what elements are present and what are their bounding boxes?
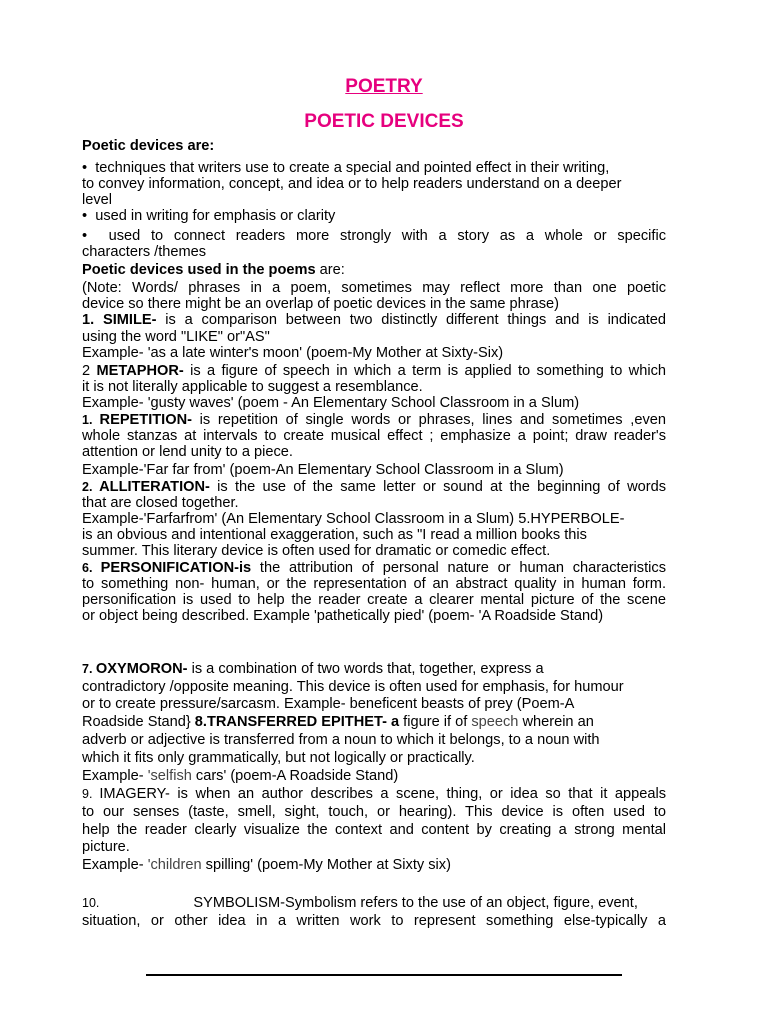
oxymoron-line-2: contradictory /opposite meaning. This device is often used for emphasis, for humour [82,679,624,695]
hyperbole-line-2: summer. This literary device is often used for dramatic or comedic effect. [82,543,551,559]
bullet-3-line-2: characters /themes [82,244,207,260]
imagery-example: Example- 'children spilling' (poem-My Mother at Sixty six) [82,857,451,873]
page-subtitle: POETIC DEVICES [304,111,464,132]
repetition-line-1: 1. REPETITION- is repetition of single words or phrases, lines and sometimes ,even [82,412,666,428]
bullet-1-line-3: level [82,192,113,208]
metaphor-example: Example- 'gusty waves' (poem - An Elementary School Classroom in a Slum) [82,395,580,411]
transferred-epithet-example: Example- 'selfish cars' (poem-A Roadside Stand) [82,768,399,784]
personification-line-4: or object being described. Example 'pathetically pied' (poem- 'A Roadside Stand) [82,608,604,624]
personification-line-3: personification is used to help the reader create a clearer mental picture of the scene [82,592,666,608]
bullet-1-line-1: • techniques that writers use to create a special and pointed effect in their writing, [82,160,610,176]
bullet-dot: • [82,160,88,176]
symbolism-line-1: 10. SYMBOLISM-Symbolism refers to the use of an object, figure, event, [82,895,638,911]
transferred-epithet-line-2: adverb or adjective is transferred from a noun to which it belongs, to a noun with [82,732,600,748]
alliteration-line-2: that are closed together. [82,495,239,511]
metaphor-line-2: it is not literally applicable to suggest a resemblance. [82,379,423,395]
oxymoron-line-3: or to create pressure/sarcasm. Example- beneficent beasts of prey (Poem-A [82,696,575,712]
bullet-2: • used in writing for emphasis or clarity [82,208,336,224]
repetition-line-3: attention or lend unity to a piece. [82,444,293,460]
alliteration-line-1: 2. ALLITERATION- is the use of the same letter or sound at the beginning of words [82,479,666,495]
repetition-example: Example-'Far far from' (poem-An Elementary School Classroom in a Slum) [82,462,564,478]
personification-line-2: to something non- human, or the representation of an abstract quality in human form. [82,576,666,592]
transferred-epithet-line-1: Roadside Stand} 8.TRANSFERRED EPITHET- a figure if of speech wherein an [82,714,594,730]
footer-divider [146,974,622,976]
oxymoron-line-1: 7. OXYMORON- is a combination of two words that, together, express a [82,661,544,677]
personification-line-1: 6. PERSONIFICATION-is the attribution of personal nature or human characteristics [82,560,666,576]
metaphor-line-1: 2 METAPHOR- is a figure of speech in which a term is applied to something to which [82,363,666,379]
imagery-line-3: help the reader clearly visualize the context and content by creating a strong mental [82,822,666,838]
simile-line-2: using the word "LIKE" or"AS" [82,329,270,345]
note-line-1: (Note: Words/ phrases in a poem, sometimes may reflect more than one poetic [82,280,666,296]
bullet-dot: • [82,228,88,244]
imagery-line-1: 9. IMAGERY- is when an author describes a scene, thing, or idea so that it appeals [82,786,666,802]
bullet-1-line-2: to convey information, concept, and idea or to help readers understand on a deeper [82,176,622,192]
symbolism-line-2: situation, or other idea in a written work to represent something else-typically a [82,913,666,929]
alliteration-example: Example-'Farfarfrom' (An Elementary School Classroom in a Slum) 5.HYPERBOLE- [82,511,625,527]
bullet-3-line-1: • used to connect readers more strongly with a story as a whole or specific [82,228,666,244]
imagery-line-2: to our senses (taste, smell, sight, touch, or hearing). This device is often used to [82,804,666,820]
intro-heading: Poetic devices are: [82,138,215,154]
simile-line-1: 1. SIMILE- is a comparison between two distinctly different things and is indicated [82,312,666,328]
hyperbole-line-1: is an obvious and intentional exaggeration, such as "I read a million books this [82,527,587,543]
simile-example: Example- 'as a late winter's moon' (poem-My Mother at Sixty-Six) [82,345,504,361]
page-title: POETRY [345,76,423,97]
transferred-epithet-line-3: which it fits only grammatically, but not logically or practically. [82,750,475,766]
repetition-line-2: whole stanzas at intervals to create musical effect ; emphasize a point; draw reader's [82,428,666,444]
imagery-line-4: picture. [82,839,130,855]
devices-used-heading: Poetic devices used in the poems are: [82,262,345,278]
bullet-dot: • [82,208,88,224]
note-line-2: device so there might be an overlap of poetic devices in the same phrase) [82,296,559,312]
